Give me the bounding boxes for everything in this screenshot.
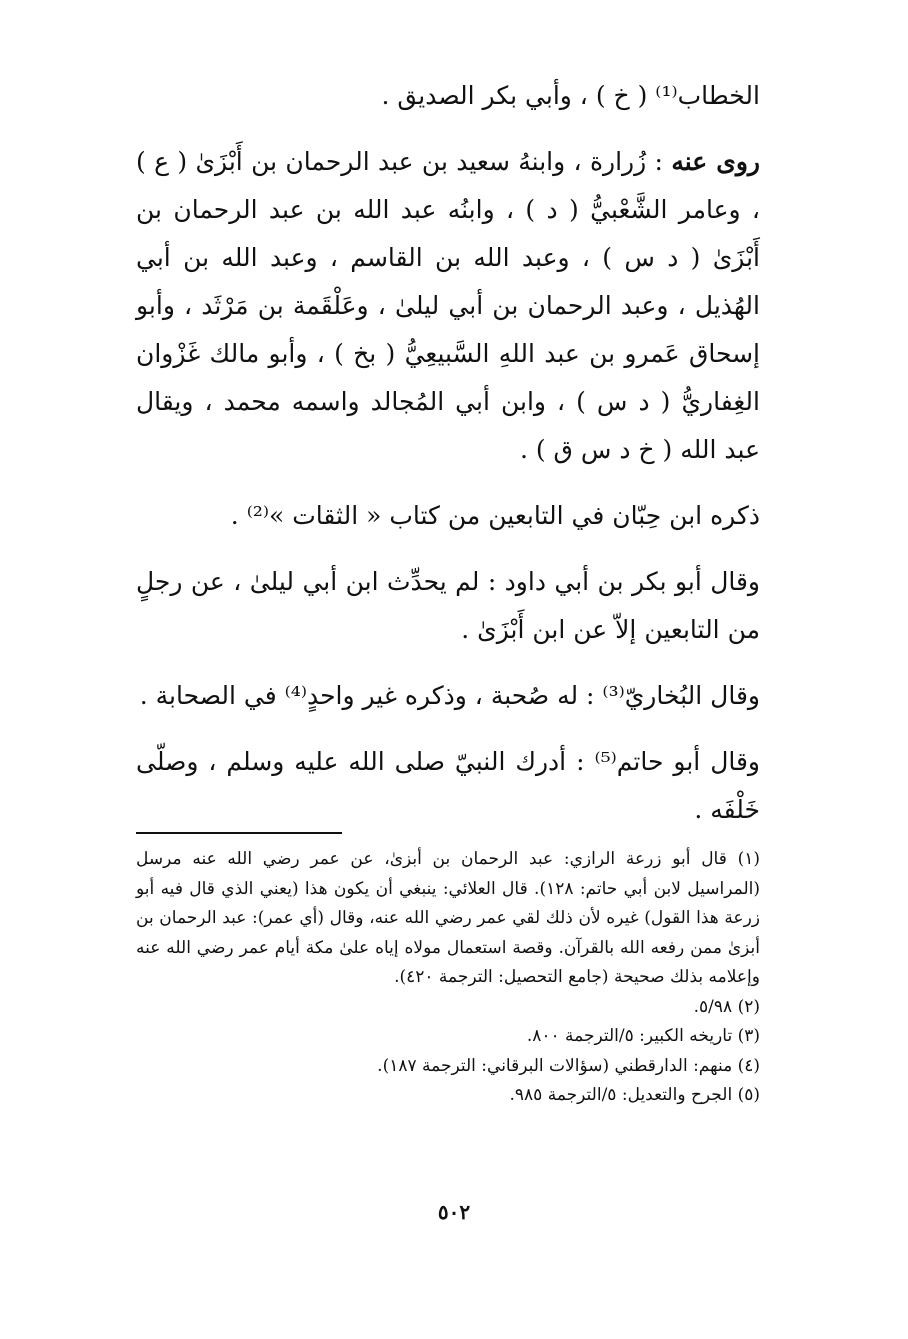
page-number: ٥٠٢ [437,1200,471,1224]
paragraph-narrators [136,138,760,474]
footnote-separator [136,832,342,834]
paragraph-bukhari: وقال البُخاريّ⁽³⁾ : له صُحبة ، وذكره غير واحدٍ⁽⁴⁾ في الصحابة . [139,681,760,710]
footnote-5: (٥) الجرح والتعديل: ٥/الترجمة ٩٨٥. [509,1085,760,1105]
main-text [136,72,760,834]
footnote-3: (٣) تاريخه الكبير: ٥/الترجمة ٨٠٠. [526,1026,760,1046]
footnote-2: (٢) ٥/٩٨. [693,996,760,1017]
footnotes [136,845,760,1111]
narrators-text: : زُرارة ، وابنهُ سعيد بن عبد الرحمان بن أَبْزَىٰ ( ع ) ، وعامر الشَّعْبيُّ ( د ) ، وابنُه عبد الله بن عبد الرحمان بن أَبْزَىٰ ( د س ) ، وعبد الله بن القاسم ، وعبد الله بن أبي الهُذيل ، وعبد الرحمان بن أبي ليلىٰ ، وعَلْقَمة بن مَرْثَد ، وأبو إسحاق عَمرو بن عبد اللهِ السَّبيعِيُّ ( بخ ) ، وأبو مالك غَزْوان الغِفاريُّ ( د س ) ، وابن أبي المُجالد واسمه محمد ، ويقال عبد الله ( خ د س ق ) . [136,147,760,464]
paragraph-abu-hatim: وقال أبو حاتم⁽⁵⁾ : أدرك النبيّ صلى الله عليه وسلم ، وصلّى خَلْفَه . [136,747,760,824]
footnote-4: (٤) منهم: الدارقطني (سؤالات البرقاني: الترجمة ١٨٧). [377,1055,760,1076]
narrators-lead: روى عنه [671,147,761,176]
paragraph-ibn-hibban: ذكره ابن حِبّان في التابعين من كتاب « الثقات »⁽²⁾ . [230,501,760,530]
paragraph-abu-dawud: وقال أبو بكر بن أبي داود : لم يحدِّث ابن أبي ليلىٰ ، عن رجلٍ من التابعين إلاّ عن ابن أَبْزَىٰ . [136,567,760,644]
footnote-1: (١) قال أبو زرعة الرازي: عبد الرحمان بن أبزىٰ، عن عمر رضي الله عنه مرسل (المراسيل لابن أبي حاتم: ١٢٨). قال العلائي: ينبغي أن يكون هذا (يعني الذي قال فيه أبو زرعة هذا القول) غيره لأن ذلك لقي عمر رضي الله عنه، وقال (أي عمر): عبد الرحمان بن أبزىٰ ممن رفعه الله بالقرآن. وقصة استعمال مولاه إياه علىٰ مكة أيام عمر رضي الله عنه وإعلامه بذلك صحيحة (جامع التحصيل: الترجمة ٤٢٠). [136,849,760,987]
paragraph-opening: الخطاب⁽¹⁾ ( خ ) ، وأبي بكر الصديق . [381,81,760,110]
